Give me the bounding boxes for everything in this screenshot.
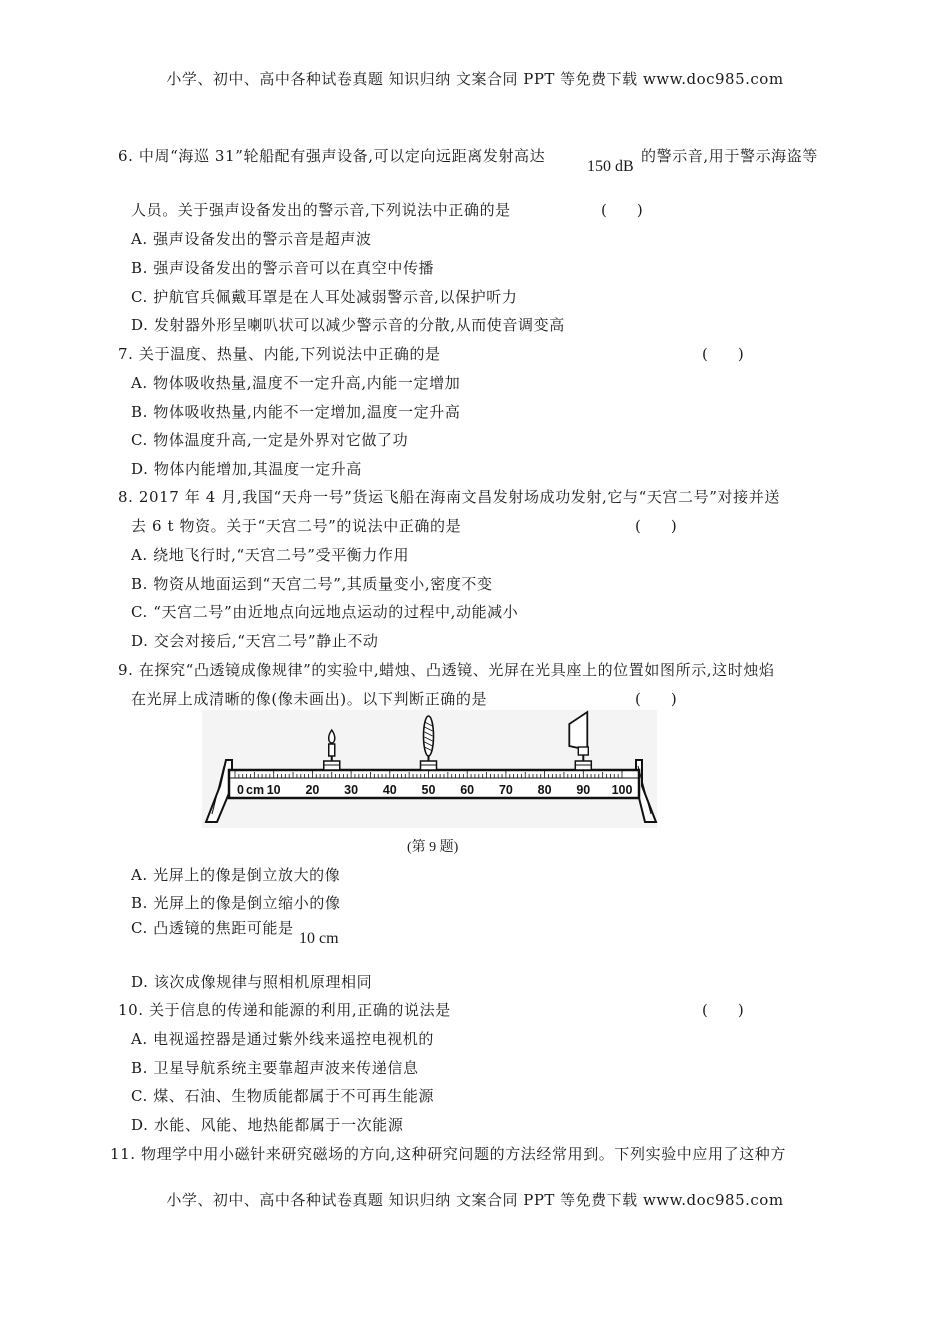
scale-label: 30 [344,783,359,797]
q7-line1: 7. 关于温度、热量、内能,下列说法中正确的是 [118,345,441,363]
q7-option-b: B. 物体吸收热量,内能不一定增加,温度一定升高 [131,403,461,421]
scale-label: 20 [305,783,320,797]
q9-line1: 9. 在探究“凸透镜成像规律”的实验中,蜡烛、凸透镜、光屏在光具座上的位置如图所示,这时烛焰 [118,661,775,679]
scale-label: 60 [460,783,475,797]
q7-option-d: D. 物体内能增加,其温度一定升高 [131,460,362,478]
q8-option-a: A. 绕地飞行时,“天宫二号”受平衡力作用 [131,546,410,564]
q8-option-b: B. 物资从地面运到“天宫二号”,其质量变小,密度不变 [131,575,493,593]
q7-option-c: C. 物体温度升高,一定是外界对它做了功 [131,431,409,449]
q6-option-a: A. 强声设备发出的警示音是超声波 [131,230,372,248]
q6-option-d: D. 发射器外形呈喇叭状可以减少警示音的分散,从而使音调变高 [131,316,565,334]
q10-line1: 10. 关于信息的传递和能源的利用,正确的说法是 [118,1001,451,1019]
q8-option-d: D. 交会对接后,“天宫二号”静止不动 [131,632,379,650]
scale-label: 80 [537,783,552,797]
q8-line2: 去 6 t 物资。关于“天宫二号”的说法中正确的是 [131,517,462,535]
optical-bench-figure [196,710,666,835]
q9-option-c-value: 10 cm [299,930,339,947]
scale-label: 40 [382,783,397,797]
q10-option-a: A. 电视遥控器是通过紫外线来遥控电视机的 [131,1030,434,1048]
q9-line2: 在光屏上成清晰的像(像未画出)。以下判断正确的是 [131,690,488,708]
candle [329,744,335,756]
q6-answer-paren: ( ) [601,201,643,219]
q10-option-b: B. 卫星导航系统主要靠超声波来传递信息 [131,1059,419,1077]
figure-caption: (第 9 题) [407,840,459,855]
q7-option-a: A. 物体吸收热量,温度不一定升高,内能一定增加 [131,374,461,392]
q8-line1: 8. 2017 年 4 月,我国“天舟一号”货运飞船在海南文昌发射场成功发射,它与“天宫二号”对接并送 [118,488,780,506]
page-footer: 小学、初中、高中各种试卷真题 知识归纳 文案合同 PPT 等免费下载 www.doc985.com [166,1191,784,1209]
q9-option-a: A. 光屏上的像是倒立放大的像 [131,866,341,884]
scale-label: 50 [421,783,436,797]
q9-answer-paren: ( ) [635,690,677,708]
page-header: 小学、初中、高中各种试卷真题 知识归纳 文案合同 PPT 等免费下载 www.doc985.com [166,70,784,88]
q6-value: 150 dB [587,158,634,175]
screen-stand [578,747,588,755]
q9-option-b: B. 光屏上的像是倒立缩小的像 [131,894,341,912]
q6-line1-end: 的警示音,用于警示海盗等 [641,147,818,165]
q6-option-c: C. 护航官兵佩戴耳罩是在人耳处减弱警示音,以保护听力 [131,288,518,306]
q9-option-c: C. 凸透镜的焦距可能是 [131,919,294,937]
scale-unit: cm [246,783,265,797]
q9-option-d: D. 该次成像规律与照相机原理相同 [131,973,373,991]
q8-option-c: C. “天宫二号”由近地点向远地点运动的过程中,动能减小 [131,603,519,621]
q8-answer-paren: ( ) [635,517,677,535]
scale-label: 100 [611,783,633,797]
q6-line1: 6. 中周“海巡 31”轮船配有强声设备,可以定向远距离发射高达 [118,147,546,165]
q7-answer-paren: ( ) [702,345,744,363]
q10-answer-paren: ( ) [702,1001,744,1019]
q10-option-d: D. 水能、风能、地热能都属于一次能源 [131,1116,404,1134]
scale-label: 0 [237,783,244,797]
q6-option-b: B. 强声设备发出的警示音可以在真空中传播 [131,259,435,277]
q6-line2: 人员。关于强声设备发出的警示音,下列说法中正确的是 [131,201,511,219]
scale-label: 90 [576,783,591,797]
scale-label: 70 [498,783,513,797]
q11-line1: 11. 物理学中用小磁针来研究磁场的方向,这种研究问题的方法经常用到。下列实验中应用了这种方 [110,1145,786,1163]
q10-option-c: C. 煤、石油、生物质能都属于不可再生能源 [131,1087,435,1105]
scale-label: 10 [266,783,281,797]
